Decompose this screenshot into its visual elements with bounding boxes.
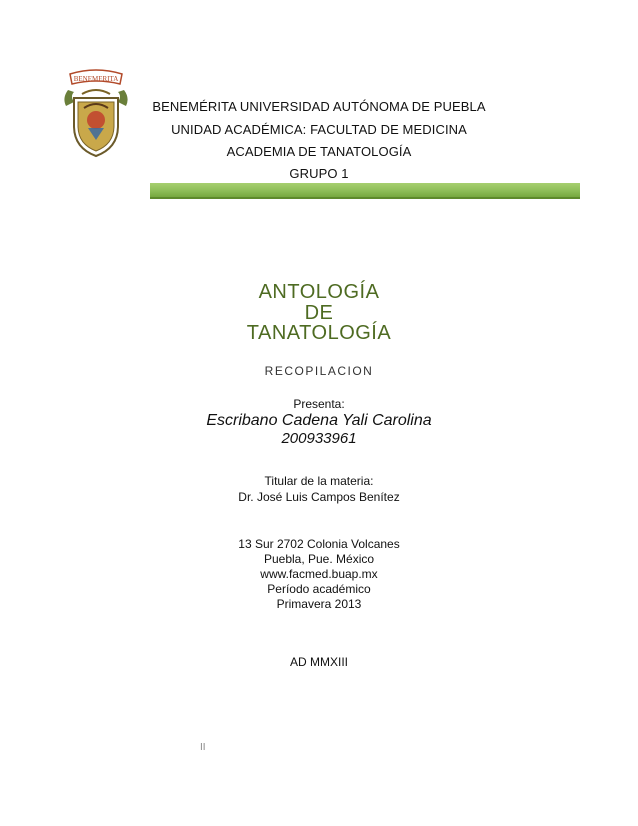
page-number: II [200, 742, 206, 753]
title-line-2: DE [304, 302, 334, 324]
academic-unit: UNIDAD ACADÉMICA: FACULTAD DE MEDICINA [171, 122, 467, 137]
subtitle: RECOPILACION [264, 364, 374, 378]
website: www.facmed.buap.mx [260, 567, 378, 581]
svg-text:BENEMERITA: BENEMERITA [73, 75, 119, 83]
academy-name: ACADEMIA DE TANATOLOGÍA [226, 144, 412, 159]
address-city: Puebla, Pue. México [263, 552, 375, 566]
title-line-3: TANATOLOGÍA [246, 322, 392, 344]
teacher-label: Titular de la materia: [264, 474, 374, 488]
group-label: GRUPO 1 [289, 166, 349, 181]
university-name: BENEMÉRITA UNIVERSIDAD AUTÓNOMA DE PUEBLA [152, 99, 486, 114]
address-street: 13 Sur 2702 Colonia Volcanes [238, 537, 400, 551]
teacher-name: Dr. José Luis Campos Benítez [238, 490, 400, 504]
period-label: Período académico [267, 582, 371, 596]
title-line-1: ANTOLOGÍA [258, 281, 380, 303]
year-roman: AD MMXIII [289, 655, 348, 669]
presenter-name: Escribano Cadena Yali Carolina [206, 412, 432, 429]
presenter-id: 200933961 [281, 430, 357, 447]
period-value: Primavera 2013 [276, 597, 362, 611]
presenter-label: Presenta: [293, 397, 345, 411]
decorative-green-bar [150, 183, 580, 199]
